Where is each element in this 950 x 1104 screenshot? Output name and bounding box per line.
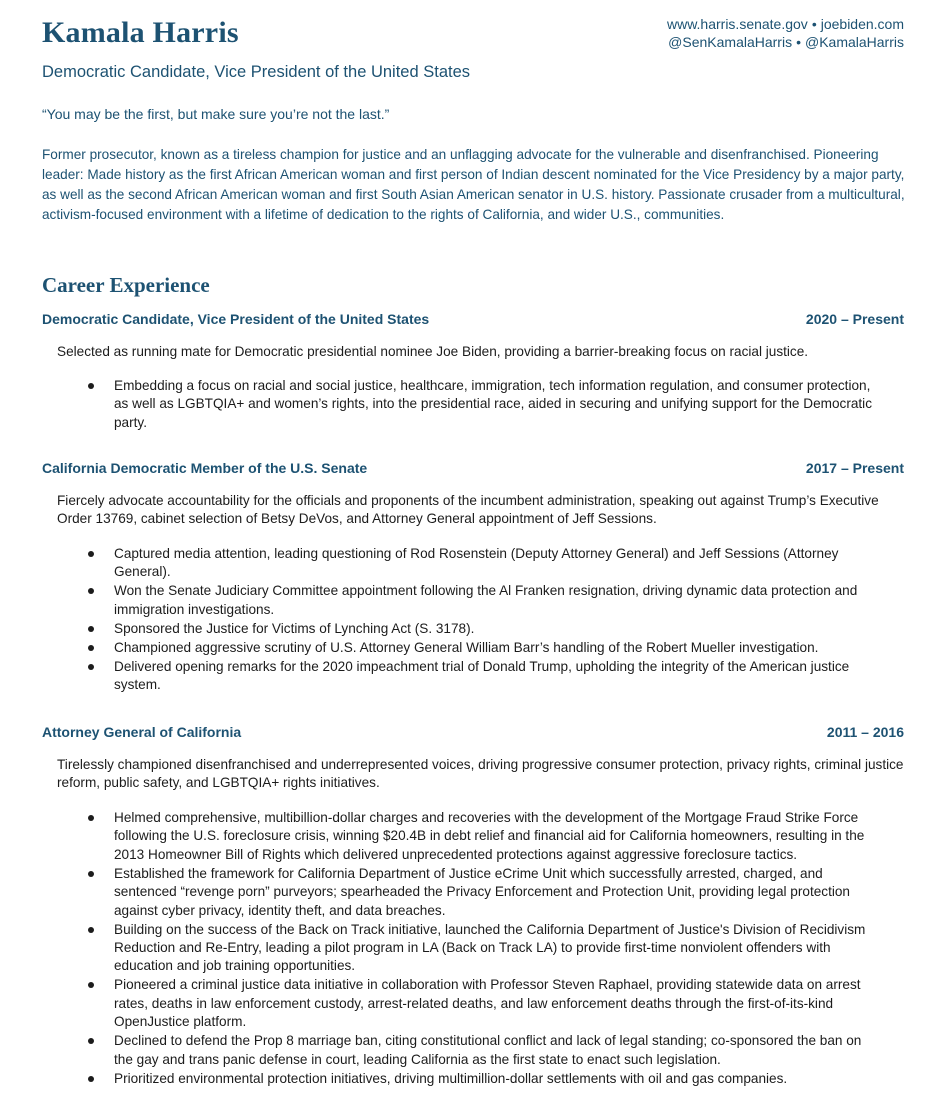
bullet-list [86,545,878,695]
bullet-item: Championed aggressive scrutiny of U.S. Attorney General William Barr’s handling of the Robert Mueller investigation. [86,639,878,657]
job-description: Fiercely advocate accountability for the officials and proponents of the incumbent administration, speaking out against Trump’s Executive Order 13769, cabinet selection of Betsy DeVos, and Attorney General appointment of Jeff Sessions. [57,493,879,526]
job-title: Attorney General of California [42,724,242,740]
quote: “You may be the first, but make sure you’re not the last.” [42,106,390,122]
website-link-senate[interactable]: www.harris.senate.gov [666,16,808,32]
bullet-item: Declined to defend the Prop 8 marriage ban, citing constitutional conflict and lack of legal standing; co-sponsored the ban on the gay and trans panic defense in court, leading California as the first state to enact such legislation. [86,1032,878,1069]
section-title-career: Career Experience [42,273,210,297]
job-title: California Democratic Member of the U.S. Senate [42,460,368,476]
bullet-item: Captured media attention, leading questioning of Rod Rosenstein (Deputy Attorney General) and Jeff Sessions (Attorney General). [86,545,878,582]
website-line [667,15,904,33]
bullet-list [86,809,878,1089]
job-dates: 2011 – 2016 [826,724,904,740]
bullet-item: Won the Senate Judiciary Committee appointment following the Al Franken resignation, driving dynamic data protection and immigration investigations. [86,582,878,619]
separator: • [811,16,817,32]
bullet-item: Building on the success of the Back on Track initiative, launched the California Department of Justice's Division of Recidivism Reduction and Re-Entry, leading a pilot program in LA (Back on Track LA) to provide first-time nonviolent offenders with education and job training opportunities. [86,921,878,976]
bullet-item: Sponsored the Justice for Victims of Lynching Act (S. 3178). [86,620,878,638]
job-title: Democratic Candidate, Vice President of the United States [42,311,430,327]
bullet-item: Embedding a focus on racial and social justice, healthcare, immigration, tech information regulation, and consumer protection, as well as LGBTQIA+ and women’s rights, into the presidential race, aided in securing and unifying support for the Democratic party. [86,377,878,432]
contact-block [667,15,904,51]
bullet-item: Pioneered a criminal justice data initiative in collaboration with Professor Steven Raphael, providing statewide data on arrest rates, deaths in law enforcement custody, arrest-related deaths, and law enforcement deaths through the first-of-its-kind OpenJustice platform. [86,976,878,1031]
job-dates: 2020 – Present [805,311,904,327]
candidate-name: Kamala Harris [42,16,239,49]
bullet-item: Delivered opening remarks for the 2020 impeachment trial of Donald Trump, upholding the integrity of the American justice system. [86,658,878,695]
summary-paragraph: Former prosecutor, known as a tireless champion for justice and an unflagging advocate for the vulnerable and disenfranchised. Pioneering leader: Made history as the first African American woman and first person of Indian descent nominated for the Vice Presidency by a major party, as well as the second African American woman and first South Asian American senator in U.S. history. Passionate crusader from a multicultural, activism-focused environment with a lifetime of dedication to the rights of California, and wider U.S., communities. [42,147,905,222]
headline-subtitle: Democratic Candidate, Vice President of the United States [42,63,471,81]
social-handle-senate[interactable]: @SenKamalaHarris [668,34,793,50]
bullet-item: Prioritized environmental protection initiatives, driving multimillion-dollar settlements with oil and gas companies. [86,1070,878,1088]
separator: • [796,34,801,50]
bullet-item: Established the framework for California Department of Justice eCrime Unit which successfully arrested, charged, and sentenced “revenge porn” purveyors; spearheaded the Privacy Enforcement and Protection Unit, providing legal protection against cyber privacy, identity theft, and data breaches. [86,865,878,920]
website-link-biden[interactable]: joebiden.com [820,16,904,32]
bullet-list [86,377,878,433]
social-line [667,33,904,51]
job-description: Tirelessly championed disenfranchised and underrepresented voices, driving progressive consumer protection, privacy rights, criminal justice reform, public safety, and LGBTQIA+ rights initiatives. [57,757,904,790]
job-description: Selected as running mate for Democratic presidential nominee Joe Biden, providing a barrier-breaking focus on racial justice. [57,344,809,359]
bullet-item: Helmed comprehensive, multibillion-dollar charges and recoveries with the development of the Mortgage Fraud Strike Force following the U.S. foreclosure crisis, winning $20.4B in debt relief and financial aid for California homeowners, resulting in the 2013 Homeowner Bill of Rights which delivered unprecedented protections against aggressive foreclosure tactics. [86,809,878,864]
social-handle-personal[interactable]: @KamalaHarris [804,34,904,50]
job-dates: 2017 – Present [805,460,904,476]
